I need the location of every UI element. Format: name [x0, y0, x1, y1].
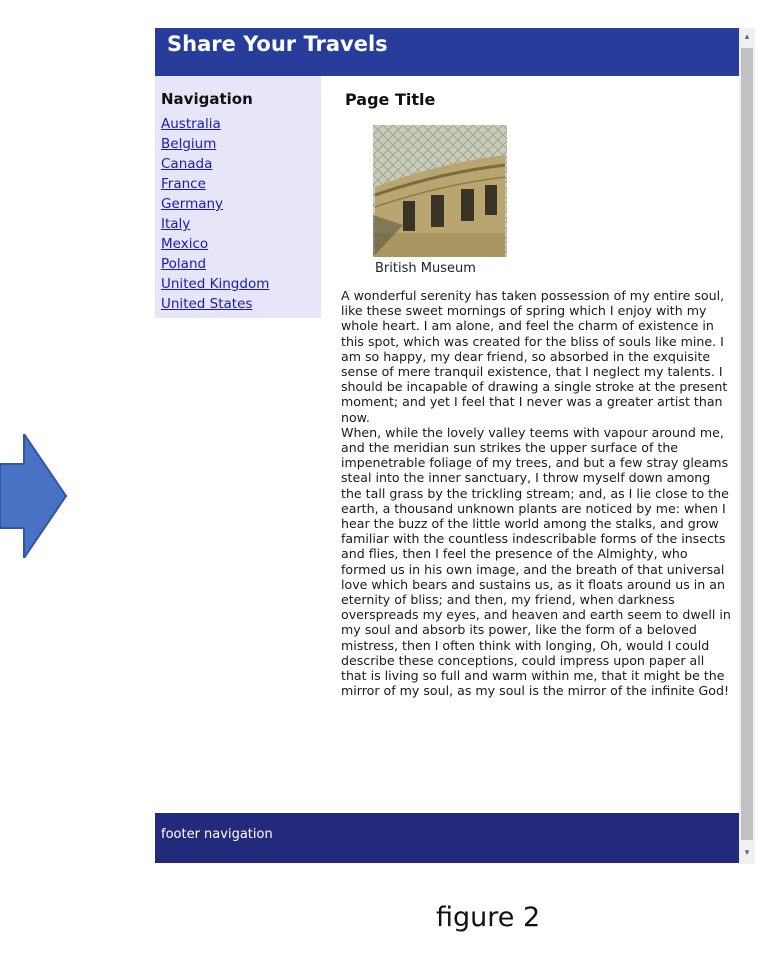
right-arrow-icon — [0, 434, 68, 558]
nav-link-canada[interactable]: Canada — [161, 156, 213, 172]
nav-link-belgium[interactable]: Belgium — [161, 136, 217, 152]
nav-item — [161, 194, 269, 214]
footer-navigation-text: footer navigation — [161, 827, 273, 842]
nav-link-germany[interactable]: Germany — [161, 196, 224, 212]
nav-link-united-states[interactable]: United States — [161, 296, 253, 312]
browser-window — [155, 28, 755, 864]
british-museum-photo — [373, 125, 507, 257]
nav-item — [161, 274, 269, 294]
nav-link-mexico[interactable]: Mexico — [161, 236, 209, 252]
nav-item — [161, 294, 269, 314]
navigation-heading: Navigation — [161, 90, 253, 108]
nav-item — [161, 214, 269, 234]
site-footer — [155, 813, 739, 863]
sidebar-navigation — [155, 76, 321, 318]
figure-caption: figure 2 — [436, 902, 541, 933]
nav-item — [161, 154, 269, 174]
nav-item — [161, 234, 269, 254]
nav-link-united-kingdom[interactable]: United Kingdom — [161, 276, 270, 292]
image-caption: British Museum — [375, 261, 476, 276]
nav-item — [161, 114, 269, 134]
paragraph: When, while the lovely valley teems with vapour around me, and the meridian sun strikes the upper surface of the impenetrable foliage of my trees, and but a few stray gleams steal into the inner sanctuary, I throw myself down among the tall grass by the trickling stream; and, as I lie close to the earth, a thousand unknown plants are noticed by me: when I hear the buzz of the little world among the stalks, and grow familiar with the countless indescribable forms of the insects and flies, then I feel the presence of the Almighty, who formed us in his own image, and the breath of that universal love which bears and sustains us, as it floats around us in an eternity of bliss; and then, my friend, when darkness overspreads my eyes, and heaven and earth seem to dwell in my soul and absorb its power, like the form of a beloved mistress, then I often think with longing, Oh, would I could describe these conceptions, could impress upon paper all that is living so full and warm within me, that it might be the mirror of my soul, as my soul is the mirror of the infinite God! — [341, 424, 731, 699]
nav-link-poland[interactable]: Poland — [161, 256, 207, 272]
article-body — [341, 288, 731, 698]
paragraph: A wonderful serenity has taken possession of my entire soul, like these sweet mornings of spring which I enjoy with my whole heart. I am alone, and feel the charm of existence in this spot, which was created for the bliss of souls like mine. I am so happy, my dear friend, so absorbed in the exquisite sense of mere tranquil existence, that I neglect my talents. I should be incapable of drawing a single stroke at the present moment; and yet I feel that I never was a greater artist than now. — [341, 288, 728, 425]
scroll-down-arrow-icon[interactable]: ▾ — [744, 848, 750, 858]
nav-item — [161, 174, 269, 194]
nav-link-italy[interactable]: Italy — [161, 216, 191, 232]
scroll-up-arrow-icon[interactable]: ▴ — [744, 32, 750, 42]
nav-item — [161, 134, 269, 154]
nav-list — [161, 114, 269, 314]
nav-link-australia[interactable]: Australia — [161, 116, 221, 132]
site-title: Share Your Travels — [167, 32, 388, 56]
page-title: Page Title — [345, 90, 436, 109]
site-header — [155, 28, 739, 76]
scrollbar-thumb[interactable] — [741, 48, 753, 840]
nav-link-france[interactable]: France — [161, 176, 206, 192]
nav-item — [161, 254, 269, 274]
vertical-scrollbar[interactable] — [739, 28, 755, 864]
